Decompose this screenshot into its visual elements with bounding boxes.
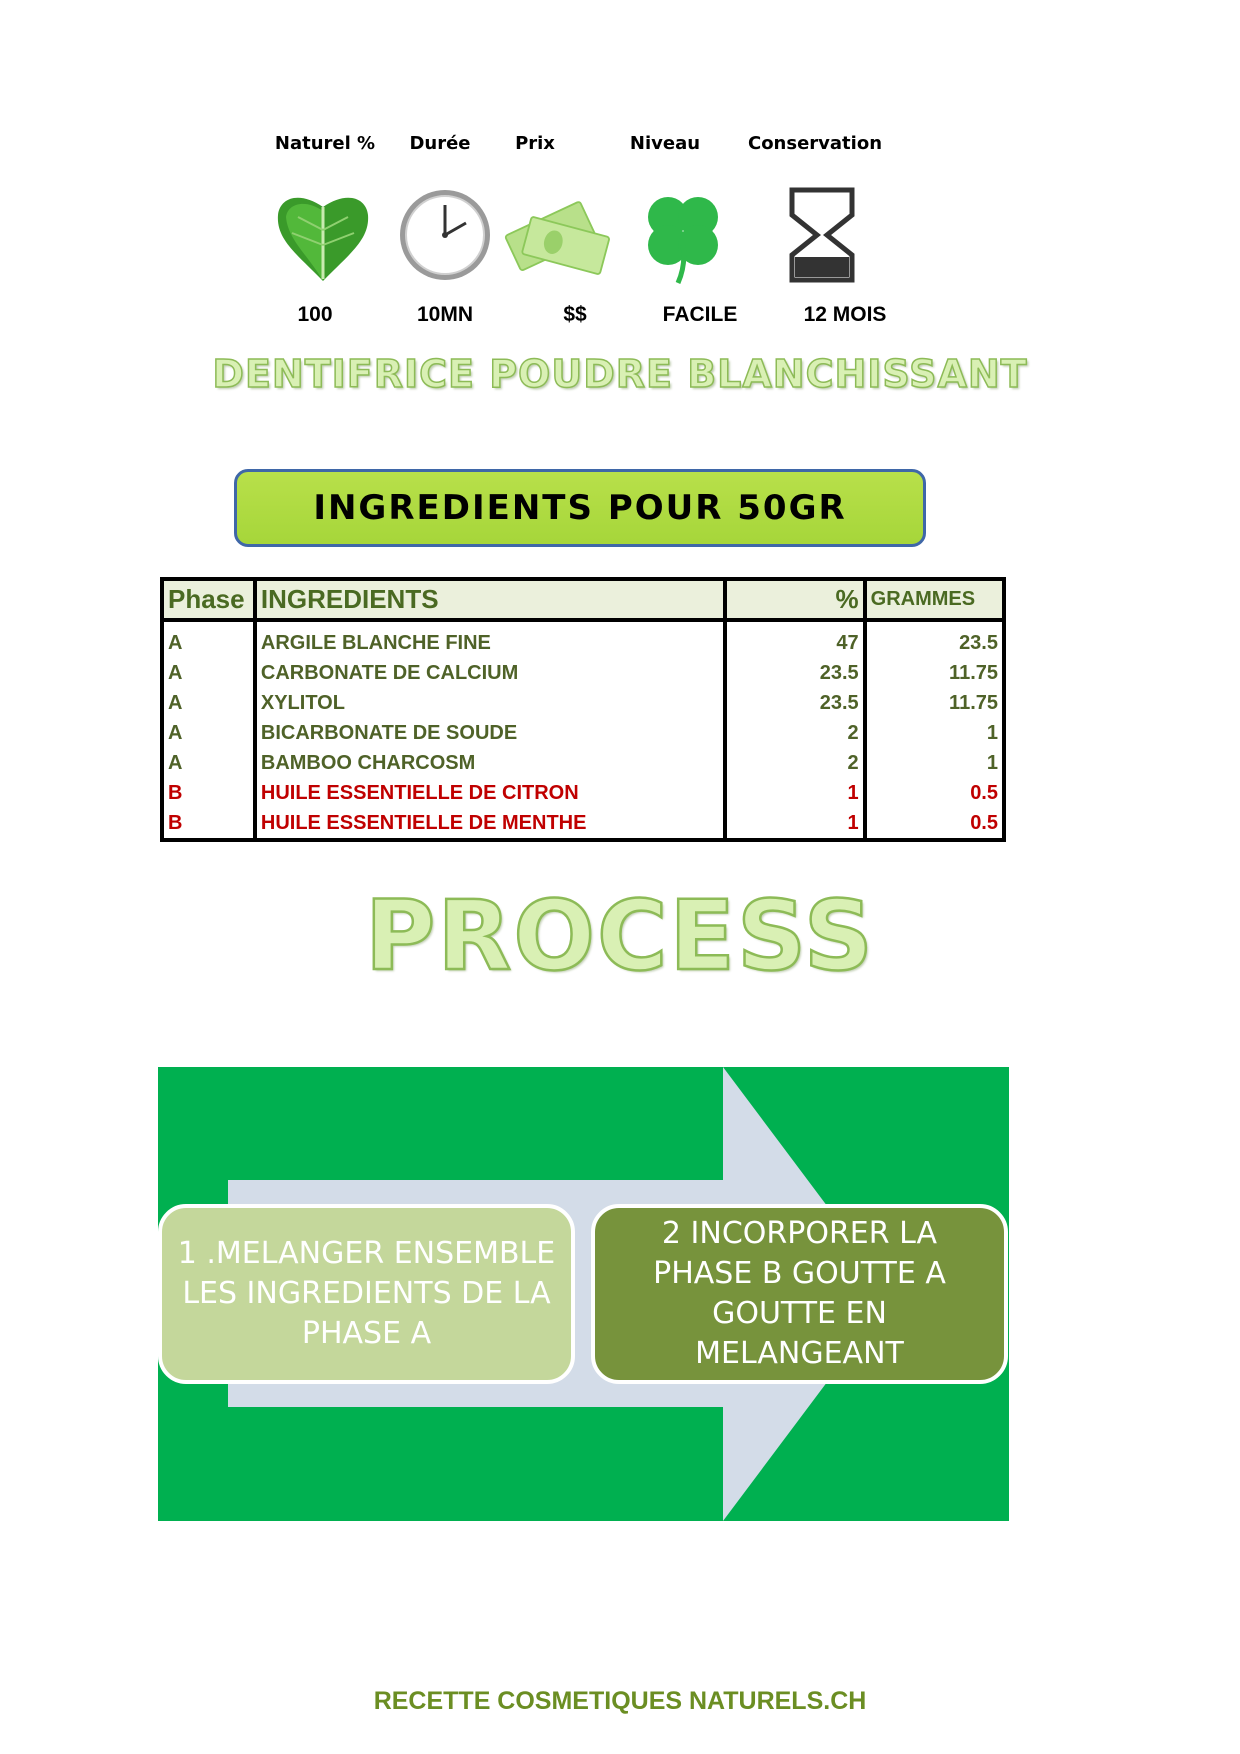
label-duree: Durée (409, 133, 471, 154)
cell-ingredient: HUILE ESSENTIELLE DE CITRON (255, 778, 725, 808)
header-grammes: GRAMMES (865, 579, 1004, 620)
cell-ingredient: BICARBONATE DE SOUDE (255, 718, 725, 748)
table-header-row (162, 579, 1004, 620)
cell-ingredient: XYLITOL (255, 688, 725, 718)
process-title: PROCESS (365, 880, 875, 992)
table-row (162, 778, 1004, 808)
label-naturel: Naturel % (274, 133, 376, 154)
table-row (162, 658, 1004, 688)
leaf-icon (268, 185, 378, 285)
cell-phase: A (162, 688, 255, 718)
header-percent: % (725, 579, 864, 620)
cell-grams: 1 (865, 748, 1004, 778)
cell-ingredient: HUILE ESSENTIELLE DE MENTHE (255, 808, 725, 840)
banknotes-icon (500, 185, 610, 285)
clock-icon (390, 185, 500, 285)
cell-percent: 2 (725, 718, 864, 748)
ingredients-table (160, 577, 1006, 842)
process-step-2: 2 INCORPORER LA PHASE B GOUTTE A GOUTTE EN MELANGEANT (591, 1204, 1008, 1384)
cell-grams: 11.75 (865, 658, 1004, 688)
cell-ingredient: ARGILE BLANCHE FINE (255, 620, 725, 658)
value-niveau: FACILE (662, 303, 738, 326)
table-row (162, 620, 1004, 658)
cell-grams: 0.5 (865, 808, 1004, 840)
clover-icon (628, 185, 738, 285)
cell-phase: A (162, 718, 255, 748)
cell-ingredient: BAMBOO CHARCOSM (255, 748, 725, 778)
cell-phase: A (162, 658, 255, 688)
cell-percent: 23.5 (725, 658, 864, 688)
ingredients-banner-text: INGREDIENTS POUR 50GR (313, 488, 847, 528)
header-phase: Phase (162, 579, 255, 620)
cell-grams: 11.75 (865, 688, 1004, 718)
cell-phase: A (162, 748, 255, 778)
cell-phase: A (162, 620, 255, 658)
value-naturel: 100 (297, 303, 333, 326)
label-prix: Prix (515, 133, 555, 154)
cell-grams: 1 (865, 718, 1004, 748)
value-prix: $$ (563, 303, 587, 326)
cell-grams: 0.5 (865, 778, 1004, 808)
table-row (162, 688, 1004, 718)
header-ingredients: INGREDIENTS (255, 579, 725, 620)
table-row (162, 808, 1004, 840)
cell-percent: 47 (725, 620, 864, 658)
cell-ingredient: CARBONATE DE CALCIUM (255, 658, 725, 688)
cell-percent: 2 (725, 748, 864, 778)
footer-source: RECETTE COSMETIQUES NATURELS.CH (373, 1687, 867, 1715)
value-duree: 10MN (416, 303, 474, 326)
hourglass-icon (767, 185, 877, 285)
ingredients-banner (234, 469, 926, 547)
value-conservation: 12 MOIS (803, 303, 887, 326)
label-conservation: Conservation (747, 133, 883, 154)
cell-phase: B (162, 778, 255, 808)
cell-percent: 1 (725, 808, 864, 840)
cell-phase: B (162, 808, 255, 840)
cell-percent: 1 (725, 778, 864, 808)
recipe-title: DENTIFRICE POUDRE BLANCHISSANT (212, 352, 1028, 396)
cell-grams: 23.5 (865, 620, 1004, 658)
table-row (162, 718, 1004, 748)
label-niveau: Niveau (629, 133, 701, 154)
process-step-1: 1 .MELANGER ENSEMBLE LES INGREDIENTS DE LA PHASE A (158, 1204, 575, 1384)
table-row (162, 748, 1004, 778)
cell-percent: 23.5 (725, 688, 864, 718)
